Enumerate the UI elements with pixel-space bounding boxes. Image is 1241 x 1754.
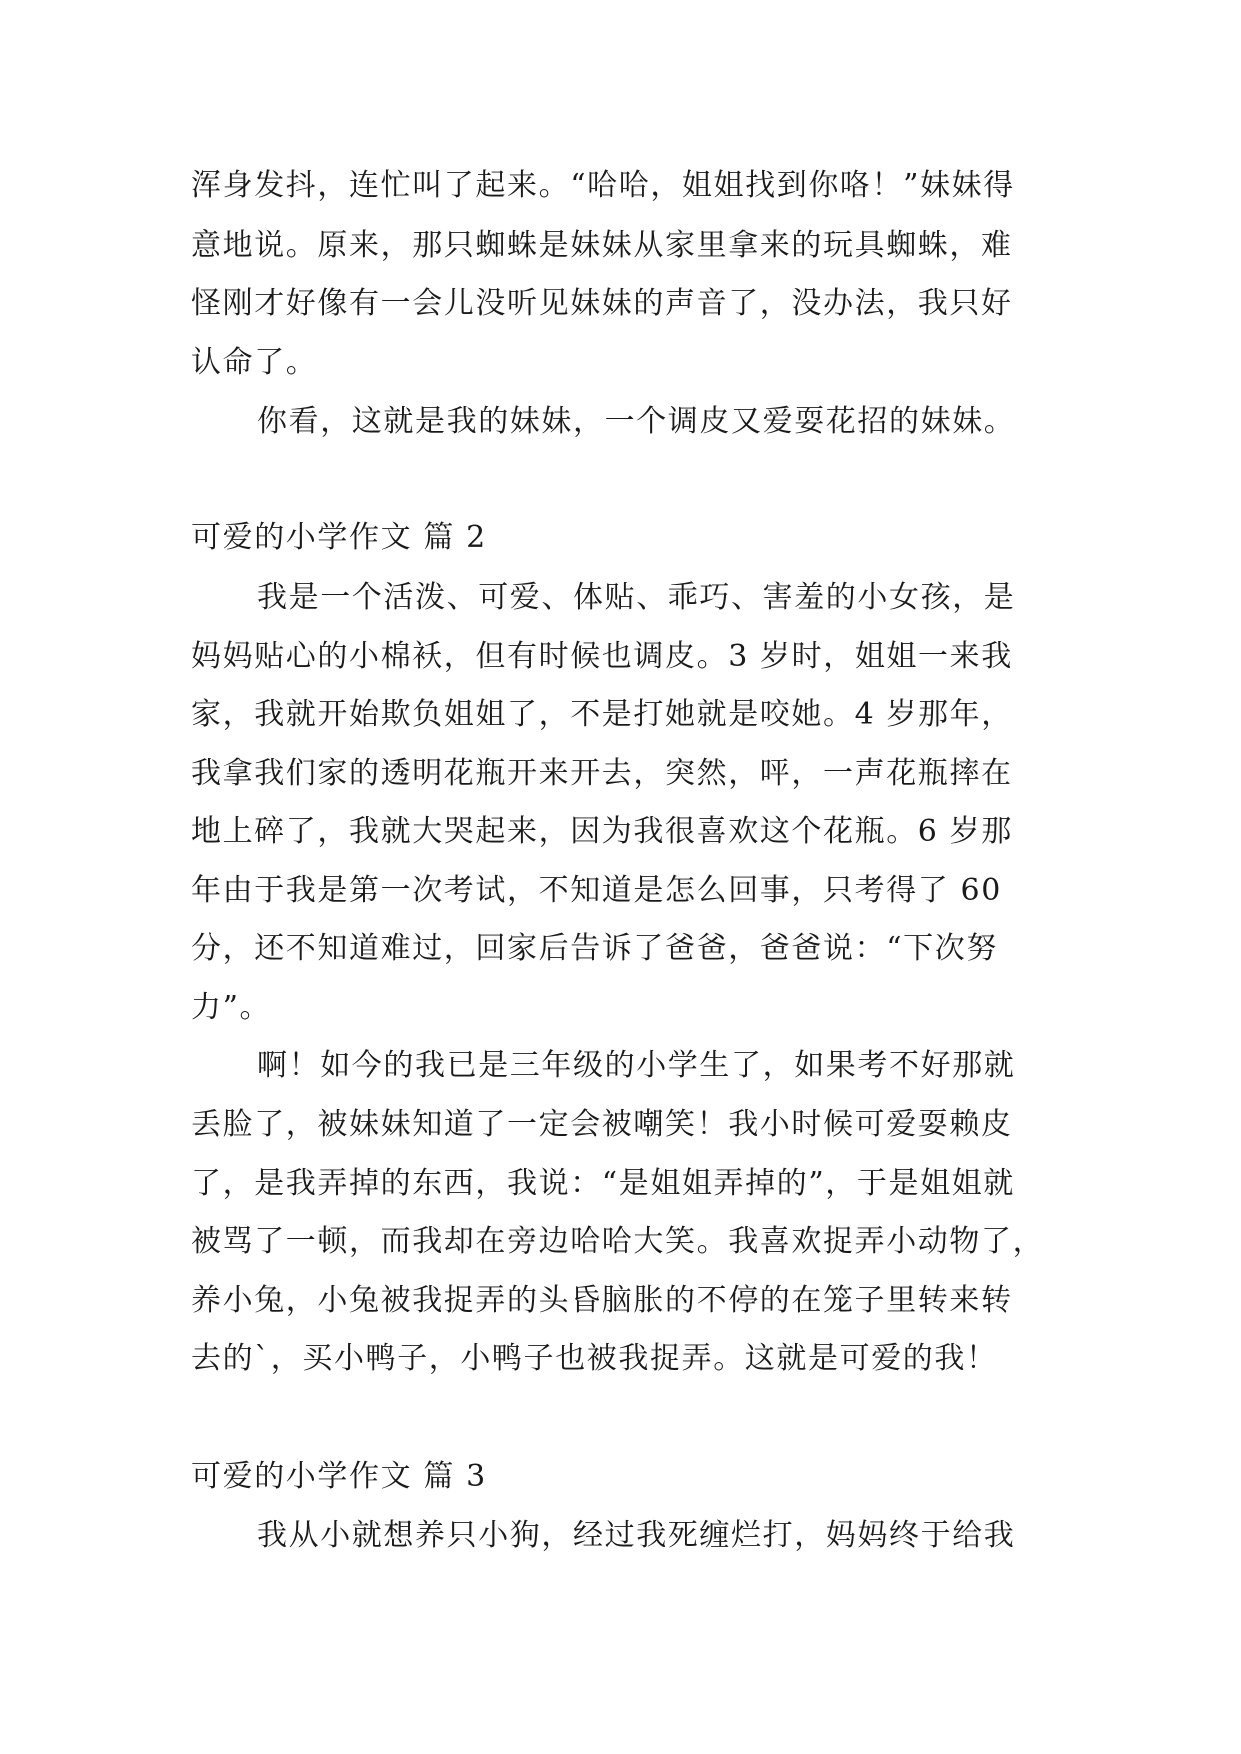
paragraph-line: 去的`，买小鸭子，小鸭子也被我捉弄。这就是可爱的我！ xyxy=(191,1341,998,1376)
paragraph-line: 养小兔，小兔被我捉弄的头昏脑胀的不停的在笼子里转来转 xyxy=(191,1283,1013,1318)
paragraph-line: 了，是我弄掉的东西，我说：“是姐姐弄掉的”，于是姐姐就 xyxy=(191,1166,1015,1201)
paragraph-line: 妈妈贴心的小棉袄，但有时候也调皮。3 岁时，姐姐一来我 xyxy=(191,639,1013,674)
paragraph-line: 我从小就想养只小狗，经过我死缠烂打，妈妈终于给我 xyxy=(257,1518,1016,1553)
paragraph-line: 我是一个活泼、可爱、体贴、乖巧、害羞的小女孩，是 xyxy=(257,580,1016,615)
paragraph-line: 怪刚才好像有一会儿没听见妹妹的声音了，没办法，我只好 xyxy=(191,286,1013,321)
paragraph-line: 年由于我是第一次考试，不知道是怎么回事，只考得了 60 xyxy=(191,873,1002,908)
paragraph-line: 你看，这就是我的妹妹，一个调皮又爱耍花招的妹妹。 xyxy=(257,404,1016,439)
paragraph-line: 地上碎了，我就大哭起来，因为我很喜欢这个花瓶。6 岁那 xyxy=(191,814,1013,849)
paragraph-line: 丢脸了，被妹妹知道了一定会被嘲笑！我小时候可爱耍赖皮 xyxy=(191,1107,1013,1142)
paragraph-line: 浑身发抖，连忙叫了起来。“哈哈，姐姐找到你咯！”妹妹得 xyxy=(191,168,1015,203)
paragraph-line: 被骂了一顿，而我却在旁边哈哈大笑。我喜欢捉弄小动物了， xyxy=(191,1224,1045,1259)
paragraph-line: 分，还不知道难过，回家后告诉了爸爸，爸爸说：“下次努 xyxy=(191,931,998,966)
paragraph-line: 意地说。原来，那只蜘蛛是妹妹从家里拿来的玩具蜘蛛，难 xyxy=(191,228,1013,263)
paragraph-line: 认命了。 xyxy=(191,345,318,380)
section-heading: 可爱的小学作文 篇 2 xyxy=(191,520,487,555)
paragraph-line: 我拿我们家的透明花瓶开来开去，突然，呯，一声花瓶摔在 xyxy=(191,756,1013,791)
paragraph-line: 力”。 xyxy=(191,990,272,1025)
paragraph-line: 啊！如今的我已是三年级的小学生了，如果考不好那就 xyxy=(257,1048,1016,1083)
paragraph-line: 家，我就开始欺负姐姐了，不是打她就是咬她。4 岁那年， xyxy=(191,697,1013,732)
section-heading: 可爱的小学作文 篇 3 xyxy=(191,1459,487,1494)
